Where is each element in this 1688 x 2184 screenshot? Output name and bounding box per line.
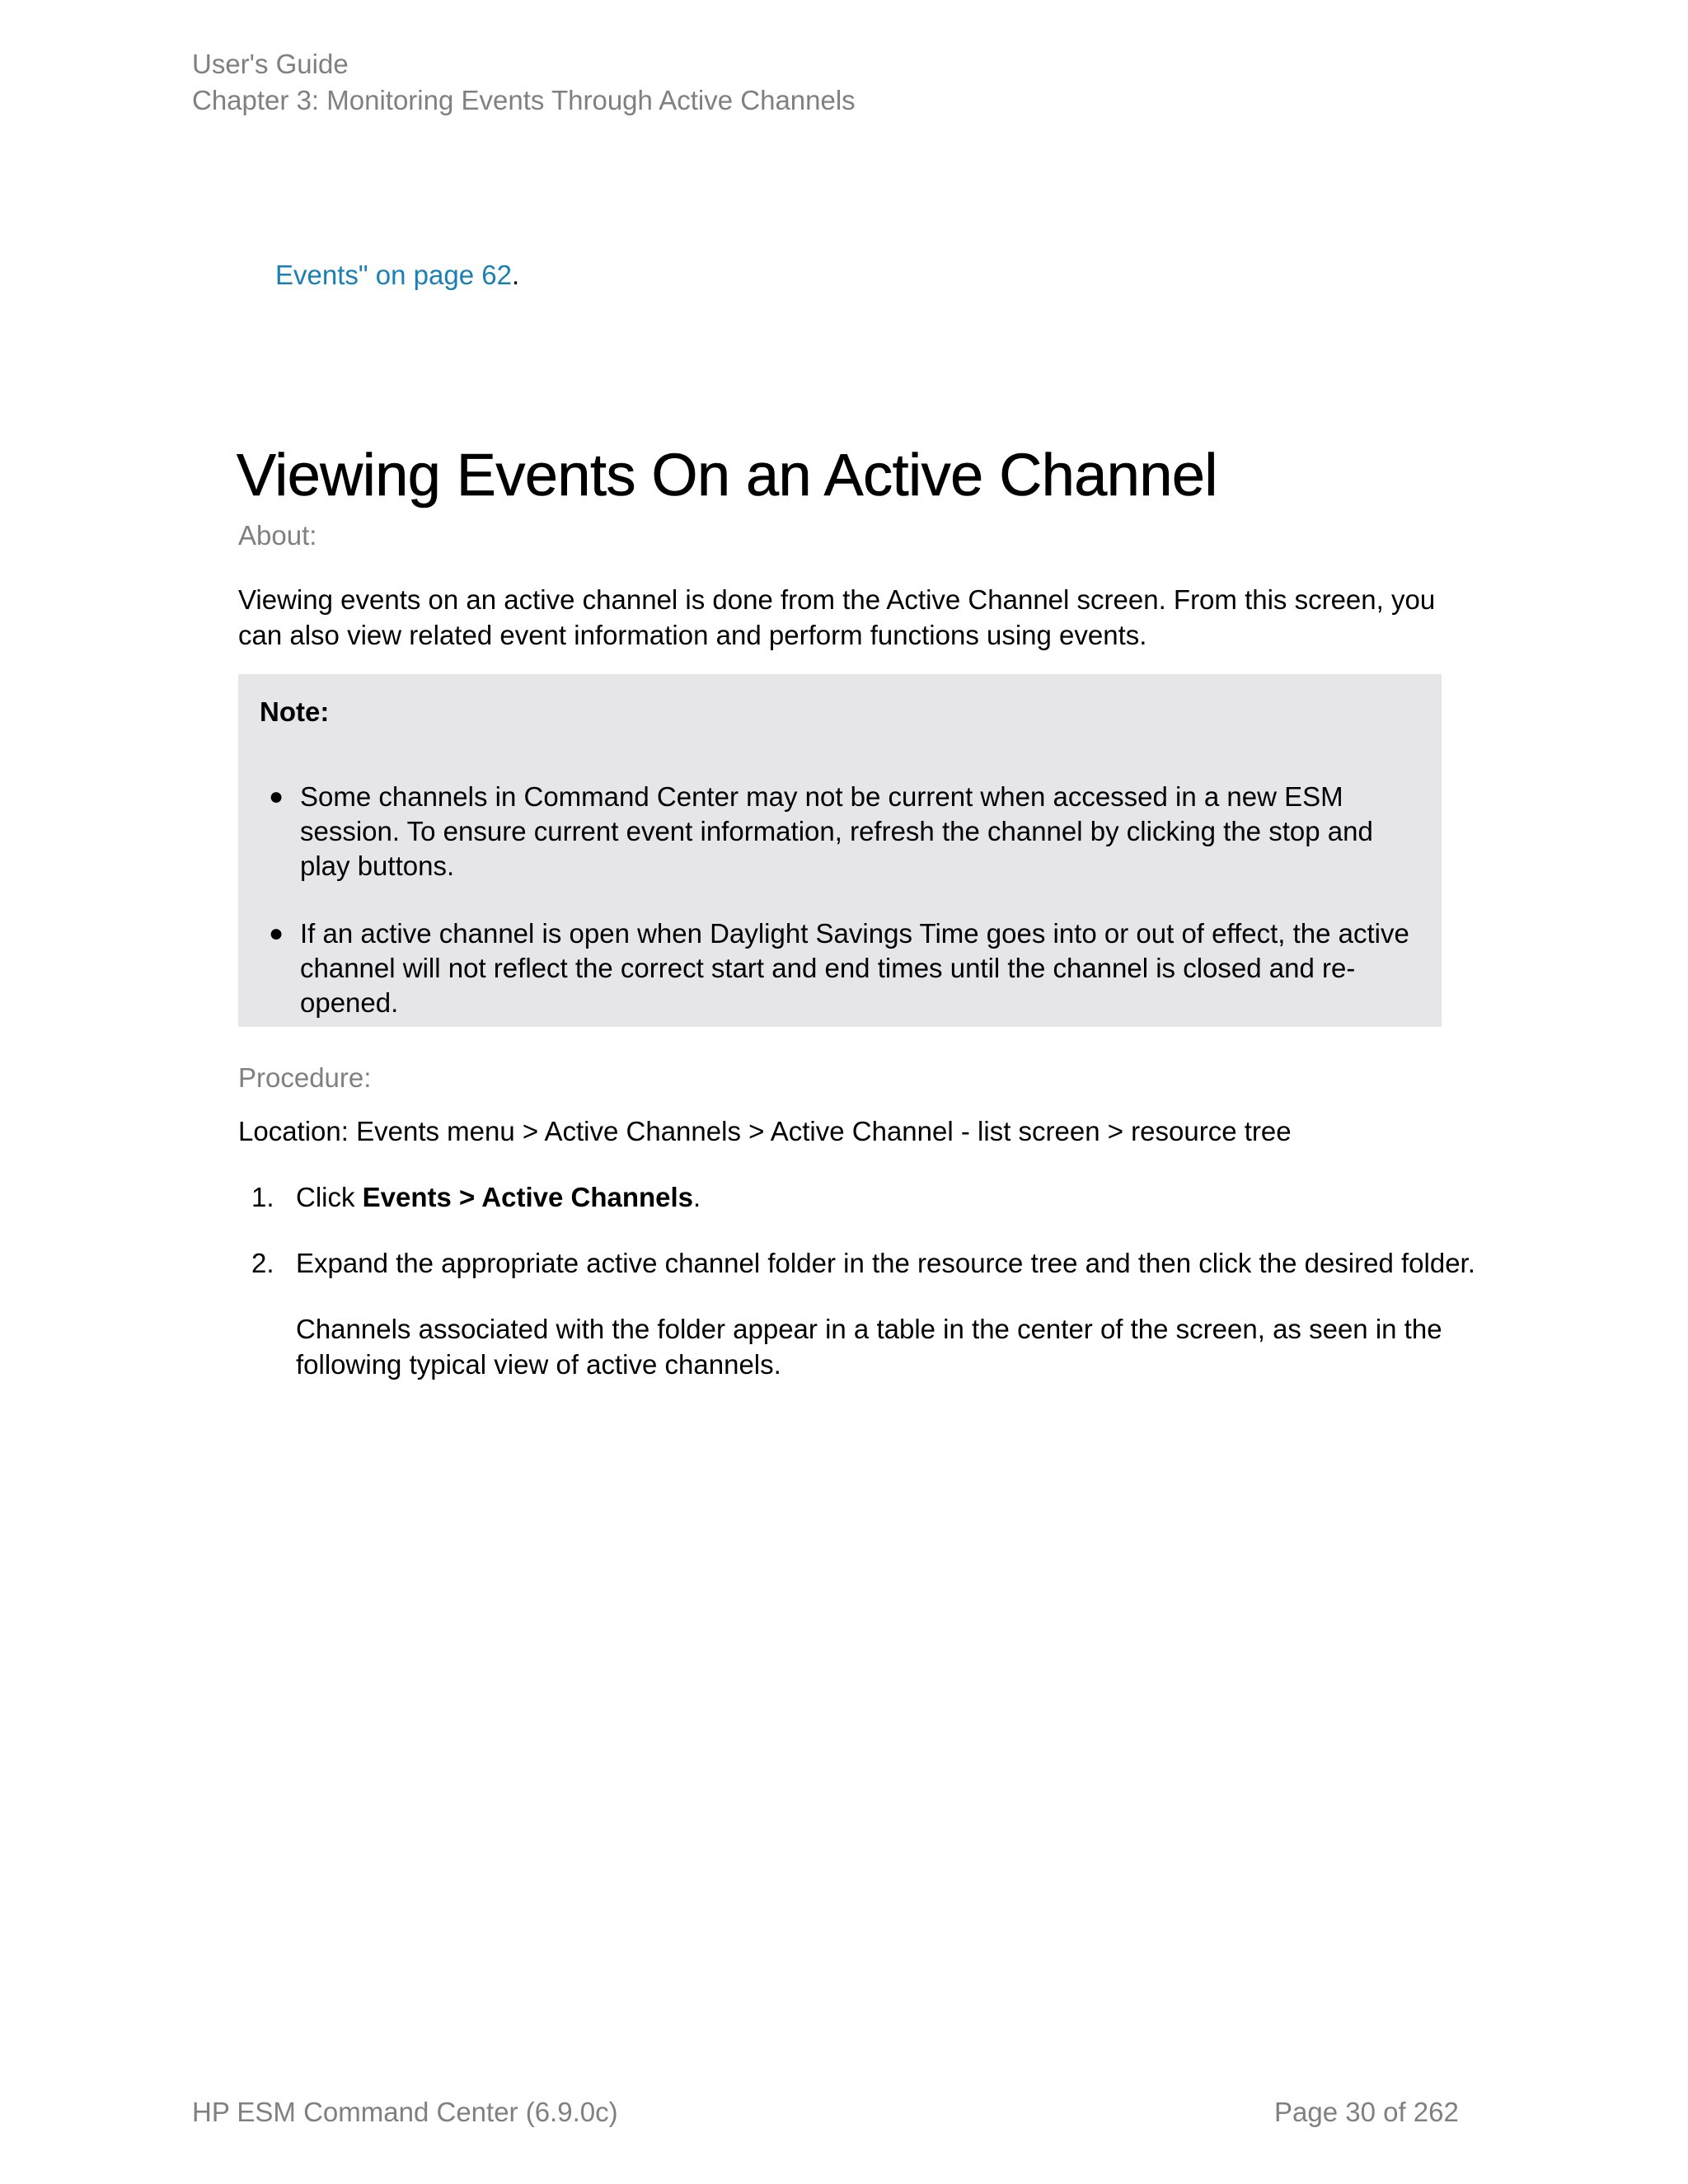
note-item-text: Some channels in Command Center may not be current when accessed in a new ESM session. To ensure current event information, refresh the channel by clicking the stop and play buttons.: [300, 781, 1373, 881]
step-number: 2.: [251, 1248, 274, 1278]
step-suffix: .: [693, 1182, 701, 1212]
footer-page-number: Page 30 of 262: [1274, 2097, 1459, 2127]
running-header: [192, 46, 856, 119]
about-paragraph: Viewing events on an active channel is done from the Active Channel screen. From this screen, you can also view related event information and perform functions using events.: [238, 584, 1436, 650]
footer-product: HP ESM Command Center (6.9.0c): [192, 2097, 618, 2127]
continuation-line: [275, 257, 519, 293]
events-page-link[interactable]: Events" on page 62: [275, 260, 512, 290]
note-box: [238, 674, 1442, 1027]
step-number: 1.: [251, 1182, 274, 1212]
about-label: About:: [238, 520, 317, 551]
continuation-period: .: [511, 260, 520, 290]
step-text: Expand the appropriate active channel folder in the resource tree and then click the desired folder.: [296, 1248, 1475, 1278]
step-prefix: Click: [296, 1182, 363, 1212]
section-title: Viewing Events On an Active Channel: [237, 443, 1217, 509]
procedure-label: Procedure:: [238, 1062, 372, 1093]
bullet-icon: ●: [268, 783, 284, 810]
note-item-text: If an active channel is open when Daylight Savings Time goes into or out of effect, the active channel will not reflect the correct start and end times until the channel is closed and re-opened.: [300, 918, 1409, 1018]
step-text: [296, 1179, 1466, 1215]
guide-title: User's Guide: [192, 49, 349, 79]
location-line: Location: Events menu > Active Channels > Active Channel - list screen > resource tree: [238, 1116, 1292, 1146]
bullet-icon: ●: [268, 920, 284, 947]
chapter-title: Chapter 3: Monitoring Events Through Active Channels: [192, 85, 856, 115]
step-detail-text: Channels associated with the folder appear in a table in the center of the screen, as seen in the following typical view of active channels.: [296, 1314, 1442, 1380]
menu-path: Events > Active Channels: [362, 1182, 694, 1212]
note-title: Note:: [260, 696, 330, 727]
